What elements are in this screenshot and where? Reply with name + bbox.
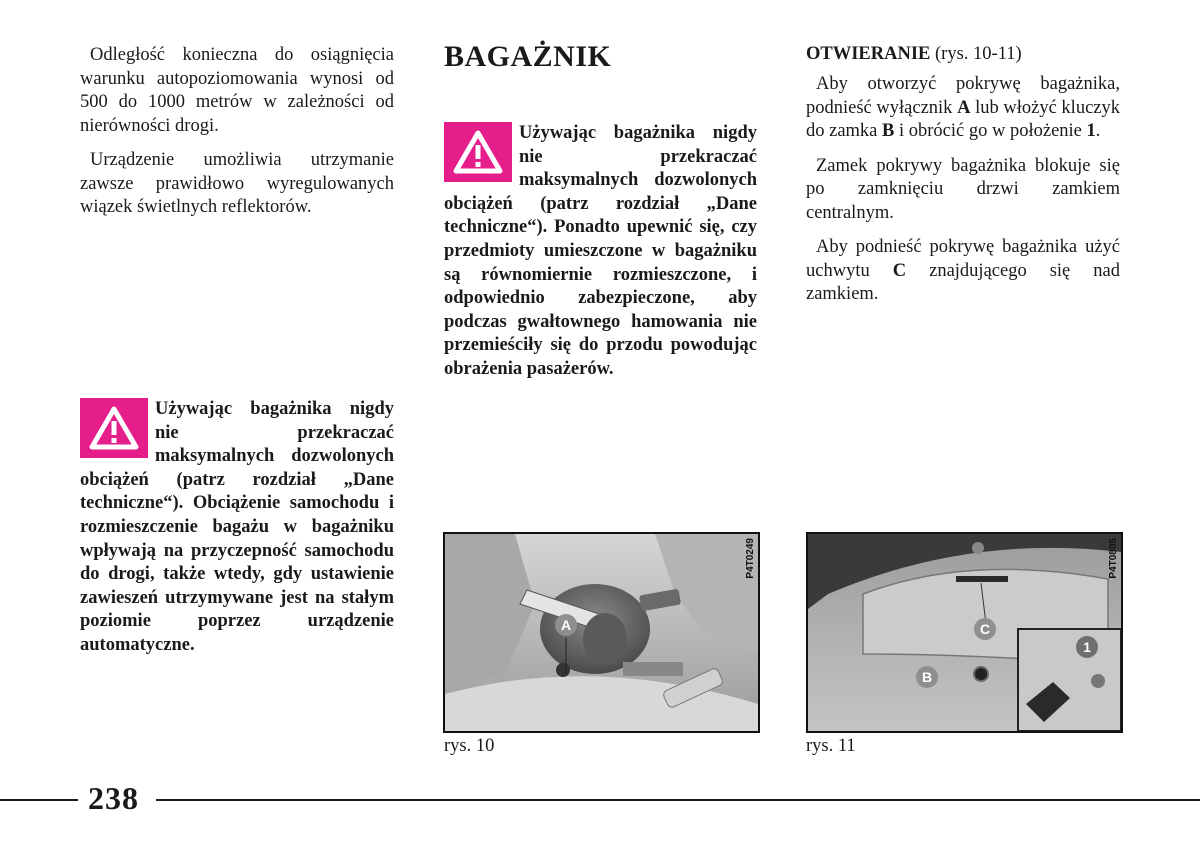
paragraph-handle: Aby podnieść pokrywę bagażnika użyć uchwytu C znajdującego się nad zamkiem. [806, 237, 1120, 304]
paragraph: Urządzenie umożliwia utrzymanie zawsze prawidłowo wyregulowanych wiązek świetlnych reflektorów. [80, 150, 394, 217]
paragraph-open: Aby otworzyć pokrywę bagażnika, podnieść wyłącznik A lub włożyć kluczyk do zamka B i obrócić go w położenie 1. [806, 74, 1120, 141]
callout-c: C [974, 618, 996, 640]
footer-rule-left [0, 799, 78, 801]
right-column [806, 44, 1120, 318]
figure-caption: rys. 11 [806, 736, 856, 756]
subheading-title: OTWIERANIE [806, 44, 931, 64]
figure-handbrake [443, 532, 760, 733]
warning-text: Używając bagażnika nigdy nie przekraczać maksymalnych dozwolonych obciążeń (patrz rozdział „Dane techniczne“). Ponadto upewnić się, czy przedmioty umieszczone w bagażniku są równomiernie rozmieszczone, i odpowiednio zabezpieczone, aby podczas gwałtownego hamowania nie przemieściły się do przodu powodując obrażenia pasażerów. [444, 123, 757, 379]
callout-a: A [555, 614, 577, 636]
callout-1: 1 [1076, 636, 1098, 658]
warning-box-distribution [444, 122, 757, 382]
paragraph: Odległość konieczna do osiągnięcia warunku autopoziomowania wynosi od 500 do 1000 metrów w zależności od nierówności drogi. [80, 45, 394, 136]
warning-triangle-icon [444, 122, 512, 182]
left-column [80, 44, 394, 231]
subheading [806, 44, 1120, 65]
figure-caption: rys. 10 [444, 736, 495, 756]
page-number: 238 [88, 780, 139, 816]
figure-trunk-lock [806, 532, 1123, 733]
paragraph-lock: Zamek pokrywy bagażnika blokuje się po zamknięciu drzwi zamkiem centralnym. [806, 155, 1120, 223]
figure-illustration [808, 534, 1121, 731]
figure-code: P4T0249 [745, 538, 756, 579]
figure-code: P4T0805 [1108, 538, 1119, 579]
subheading-ref: (rys. 10-11) [935, 44, 1022, 64]
warning-box-load [80, 398, 394, 658]
footer-rule-right [156, 799, 1200, 801]
warning-triangle-icon [80, 398, 148, 458]
callout-b: B [916, 666, 938, 688]
figure-illustration [445, 534, 758, 731]
section-title: BAGAŻNIK [444, 40, 612, 73]
warning-text: Używając bagażnika nigdy nie przekraczać maksymalnych dozwolonych obciążeń (patrz rozdział „Dane techniczne“). Obciążenie samochodu i rozmieszczenie bagażu w bagażniku wpływają na przyczepność samochodu do drogi, także wtedy, gdy ustawienie zawieszeń utrzymywane jest na stałym poziomie poprzez urządzenie automatyczne. [80, 399, 394, 655]
